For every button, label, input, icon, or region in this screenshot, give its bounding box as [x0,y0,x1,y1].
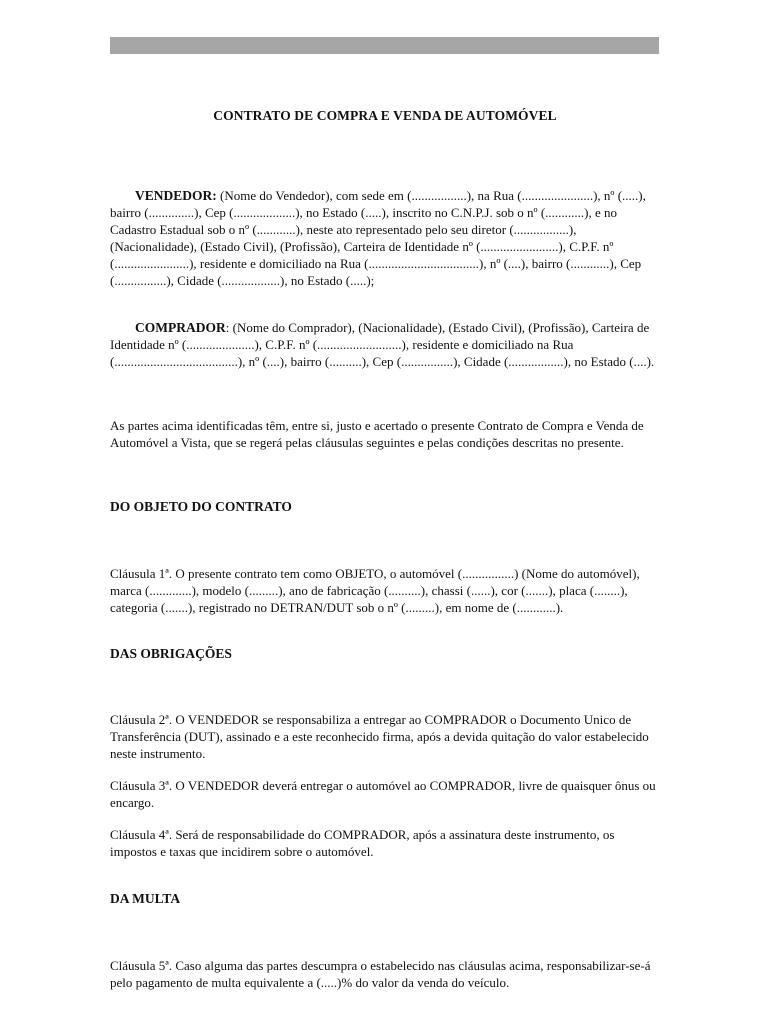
clausula-5: Cláusula 5ª. Caso alguma das partes descumpra o estabelecido nas cláusulas acima, responsabilizar-se-á pelo pagamento de multa equivalente a (.....)% do valor da venda do veículo. [110,958,651,990]
section-heading-multa: DA MULTA [110,891,181,906]
section-heading-objeto: DO OBJETO DO CONTRATO [110,499,292,514]
comprador-paragraph [110,319,660,370]
comprador-text: : (Nome do Comprador), (Nacionalidade), (Estado Civil), (Profissão), Carteira de Identidade nº (.....................), C.P.F. nº (..........................), residente e domiciliado na Rua (......................................), nº (....), bairro (..........), Cep (................), Cidade (.................), no Estado (....). [110,320,655,369]
intro-paragraph: As partes acima identificadas têm, entre si, justo e acertado o presente Contrato de Compra e Venda de Automóvel a Vista, que se regerá pelas cláusulas seguintes e pelas condições descritas no presente. [110,418,644,450]
section-heading-obrigacoes: DAS OBRIGAÇÕES [110,646,232,661]
clausula-1: Cláusula 1ª. O presente contrato tem como OBJETO, o automóvel (................) (Nome do automóvel), marca (.............), modelo (.........), ano de fabricação (..........), chassi (......), cor (.......), placa (........), categoria (.......), registrado no DETRAN/DUT sob o nº (.........), em nome de (............). [110,566,640,615]
document-header-bar [110,37,659,54]
document-title: CONTRATO DE COMPRA E VENDA DE AUTOMÓVEL [213,108,557,123]
clausula-2: Cláusula 2ª. O VENDEDOR se responsabiliza a entregar ao COMPRADOR o Documento Unico de Transferência (DUT), assinado e a este reconhecido firma, após a devida quitação do valor estabelecido neste instrumento. [110,712,649,761]
vendedor-text: (Nome do Vendedor), com sede em (.................), na Rua (......................), nº (.....), bairro (..............), Cep (...................), no Estado (.....), inscrito no C.N.P.J. sob o nº (............), e no Cadastro Estadual sob o nº (............), neste ato representado pelo seu diretor (.................), (Nacionalidade), (Estado Civil), (Profissão), Carteira de Identidade nº (........................), C.P.F. nº (.......................), residente e domiciliado na Rua (..................................), nº (....), bairro (............), Cep (................), Cidade (..................), no Estado (.....); [110,188,646,288]
clausula-4: Cláusula 4ª. Será de responsabilidade do COMPRADOR, após a assinatura deste instrumento, os impostos e taxas que incidirem sobre o automóvel. [110,827,615,859]
comprador-label: COMPRADOR [135,320,226,335]
clausula-3: Cláusula 3ª. O VENDEDOR deverá entregar o automóvel ao COMPRADOR, livre de quaisquer ônus ou encargo. [110,778,656,810]
vendedor-paragraph [110,187,660,289]
vendedor-label: VENDEDOR: [135,188,217,203]
